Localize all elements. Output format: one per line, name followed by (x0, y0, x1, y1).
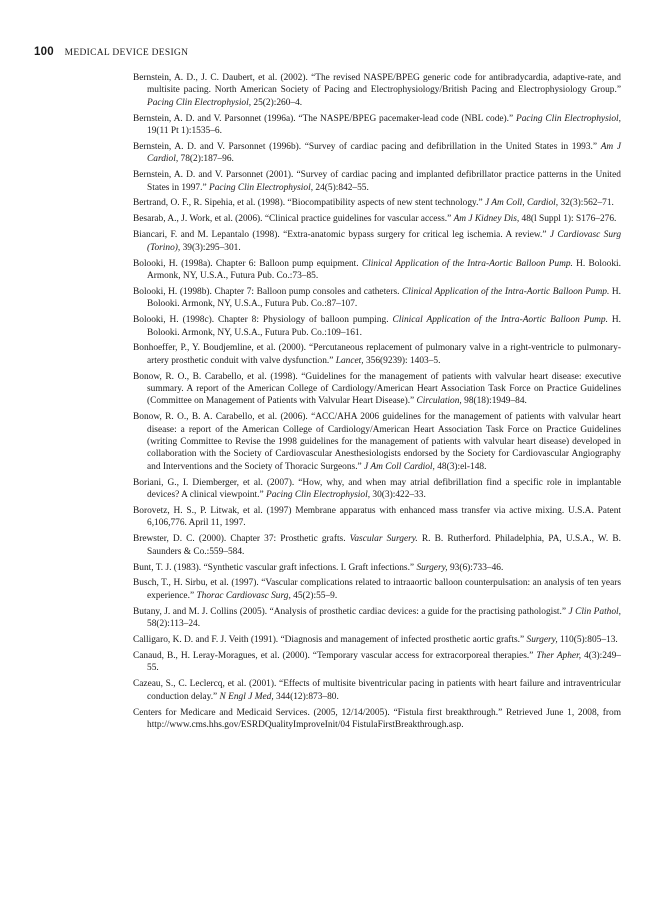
page-header (34, 46, 188, 58)
reference-entry: Bernstein, A. D., J. C. Daubert, et al. (2002). “The revised NASPE/BPEG generic code for antibradycardia, adaptive-rate, and multisite pacing. North American Society of Pacing and Electrophysiology/British Pacing and Electrophysiology Group.” Pacing Clin Electrophysiol, 25(2):260–4. (133, 73, 621, 108)
reference-entry: Bonow, R. O., B. Carabello, et al. (1998). “Guidelines for the management of patients with valvular heart disease: executive summary. A report of the American College of Cardiology/American Heart Association Task Force on Practice Guidelines (Committee on Management of Patients with Valvular Heart Disease).” Circulation, 98(18):1949–84. (133, 371, 621, 407)
reference-entry: Bertrand, O. F., R. Sipehia, et al. (1998). “Biocompatibility aspects of new stent technology.” J Am Coll, Cardiol, 32(3):562–71. (133, 198, 614, 209)
reference-entry: Bernstein, A. D. and V. Parsonnet (1996b). “Survey of cardiac pacing and defibrillation in the United States in 1993.” Am J Cardiol, 78(2):187–96. (133, 141, 621, 165)
reference-entry: Calligaro, K. D. and F. J. Veith (1991). “Diagnosis and management of infected prosthetic aortic grafts.” Surgery, 110(5):805–13. (133, 635, 618, 646)
reference-entry: Besarab, A., J. Work, et al. (2006). “Clinical practice guidelines for vascular access.” Am J Kidney Dis, 48(l Suppl 1): S176–276. (133, 214, 617, 225)
reference-entry: Canaud, B., H. Leray-Moragues, et al. (2000). “Temporary vascular access for extracorporeal therapies.” Ther Apher, 4(3):249–55. (133, 650, 621, 674)
reference-entry: Biancari, F. and M. Lepantalo (1998). “Extra-anatomic bypass surgery for critical leg ischemia. A review.” J Cardiovasc Surg (Torino), 39(3):295–301. (133, 230, 622, 253)
reference-entry: Bolooki, H. (1998a). Chapter 6: Balloon pump equipment. Clinical Application of the Intra-Aortic Balloon Pump. H. Bolooki. Armonk, NY, U.S.A., Futura Pub. Co.:73–85. (133, 258, 621, 281)
reference-entry: Butany, J. and M. J. Collins (2005). “Analysis of prosthetic cardiac devices: a guide for the practising pathologist.” J Clin Pathol, 58(2):113–24. (133, 606, 622, 630)
reference-entry: Bunt, T. J. (1983). “Synthetic vascular graft infections. I. Graft infections.” Surgery, 93(6):733–46. (133, 562, 504, 573)
running-title: MEDICAL DEVICE DESIGN (64, 48, 189, 58)
reference-entry: Bonhoeffer, P., Y. Boudjemline, et al. (2000). “Percutaneous replacement of pulmonary valve in a right-ventricle to pulmonary-artery prosthetic conduit with valve dysfunction.” Lancet, 356(9239): 1403–5. (133, 343, 621, 366)
reference-entry: Bolooki, H. (1998b). Chapter 7: Balloon pump consoles and catheters. Clinical Application of the Intra-Aortic Balloon Pump. H. Bolooki. Armonk, NY, U.S.A., Futura Pub. Co.:87–107. (133, 286, 621, 310)
reference-entry: Bernstein, A. D. and V. Parsonnet (2001). “Survey of cardiac pacing and implanted defibrillator practice patterns in the United States in 1997.” Pacing Clin Electrophysiol, 24(5):842–55. (133, 170, 621, 193)
page-number: 100 (34, 46, 54, 58)
reference-entry: Bernstein, A. D. and V. Parsonnet (1996a). “The NASPE/BPEG pacemaker-lead code (NBL code).” Pacing Clin Electrophysiol, 19(11 Pt 1):1535–6. (133, 113, 621, 136)
reference-entry: Bolooki, H. (1998c). Chapter 8: Physiology of balloon pumping. Clinical Application of the Intra-Aortic Balloon Pump. H. Bolooki. Armonk, NY, U.S.A., Futura Pub. Co.:109–161. (133, 315, 622, 338)
reference-entry: Busch, T., H. Sirbu, et al. (1997). “Vascular complications related to intraaortic balloon counterpulsation: an analysis of ten years experience.” Thorac Cardiovasc Surg, 45(2):55–9. (133, 578, 621, 601)
reference-entry: Bonow, R. O., B. A. Carabello, et al. (2006). “ACC/AHA 2006 guidelines for the management of patients with valvular heart disease: a report of the American College of Cardiology/American Heart Association Task Force on Practice Guidelines (writing Committee to Revise the 1998 guidelines for the management of patients with valvular heart disease) developed in collaboration with the Society of Cardiovascular Anesthesiologists endorsed by the Society for Cardiovascular Angiography and Interventions and the Society of Thoracic Surgeons.” J Am Coll Cardiol, 48(3):el-148. (133, 412, 621, 472)
reference-list (133, 72, 621, 735)
reference-entry: Cazeau, S., C. Leclercq, et al. (2001). “Effects of multisite biventricular pacing in patients with heart failure and intraventricular conduction delay.” N Engl J Med, 344(12):873–80. (133, 679, 621, 702)
reference-entry: Borovetz, H. S., P. Litwak, et al. (1997) Membrane apparatus with enhanced mass transfer via active mixing. U.S.A. Patent 6,106,776. April 11, 1997. (133, 505, 621, 529)
reference-entry: Boriani, G., I. Diemberger, et al. (2007). “How, why, and when may atrial defibrillation find a specific role in implantable devices? A clinical viewpoint.” Pacing Clin Electrophysiol, 30(3):422–33. (133, 477, 621, 501)
reference-entry: Centers for Medicare and Medicaid Services. (2005, 12/14/2005). “Fistula first breakthrough.” Retrieved June 1, 2008, from http://www.cms.hhs.gov/ESRDQualityImproveInit/04 FistulaFirstBreakthrough.asp. (133, 707, 621, 730)
reference-entry: Brewster, D. C. (2000). Chapter 37: Prosthetic grafts. Vascular Surgery. R. B. Rutherford. Philadelphia, PA, U.S.A., W. B. Saunders & Co.:559–584. (133, 534, 621, 557)
